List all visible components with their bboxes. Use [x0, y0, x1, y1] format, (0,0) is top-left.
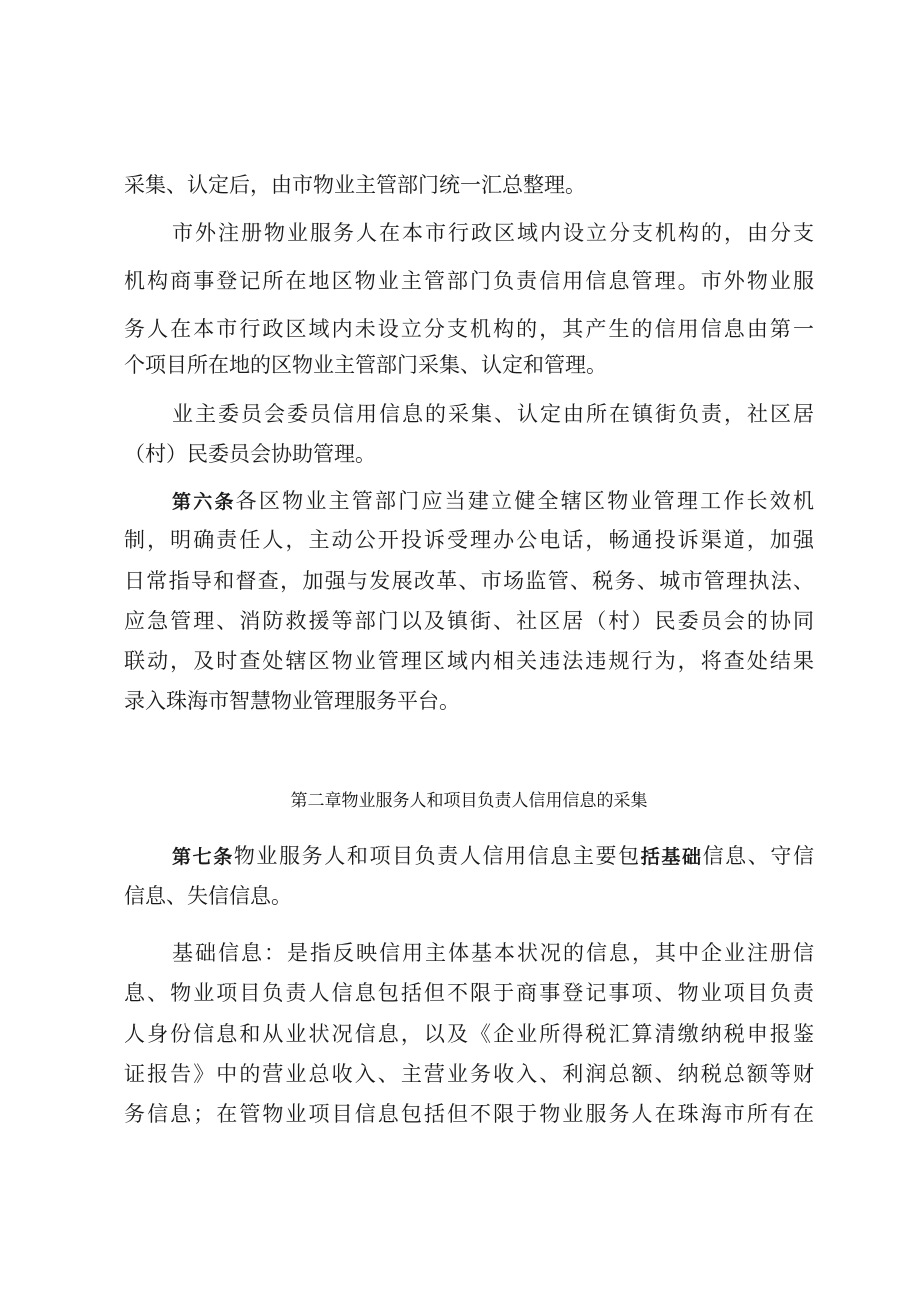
paragraph-line: 基础信息：是指反映信用主体基本状况的信息，其中企业注册信 [172, 941, 814, 965]
paragraph-line: 务信息；在管物业项目信息包括但不限于物业服务人在珠海市所有在 [124, 1102, 814, 1126]
paragraph-line: 市外注册物业服务人在本市行政区域内设立分支机构的，由分支 [172, 221, 814, 245]
paragraph-line: 采集、认定后，由市物业主管部门统一汇总整理。 [124, 173, 586, 197]
article-7-bold-inline: 括基础 [640, 846, 703, 868]
paragraph-line: 信息、失信信息。 [124, 884, 292, 908]
article-7-label: 第七条 [172, 846, 234, 868]
paragraph-line: 联动，及时查处辖区物业管理区域内相关违法违规行为，将查处结果 [124, 649, 814, 673]
paragraph-line: 务人在本市行政区域内未设立分支机构的，其产生的信用信息由第一 [124, 317, 814, 341]
article-6-first-line [172, 481, 814, 521]
article-6-label: 第六条 [172, 491, 236, 513]
article-7-text-tail: 信息、守信 [702, 844, 814, 868]
paragraph-line: （村）民委员会协助管理。 [124, 442, 376, 466]
paragraph-line: 息、物业项目负责人信息包括但不限于商事登记事项、物业项目负责 [124, 981, 814, 1005]
paragraph-line: 日常指导和督查，加强与发展改革、市场监管、税务、城市管理执法、 [124, 569, 814, 593]
paragraph-line: 制，明确责任人，主动公开投诉受理办公电话，畅通投诉渠道，加强 [124, 528, 814, 552]
article-7-first-line [172, 836, 814, 876]
paragraph-line: 录入珠海市智慧物业管理服务平台。 [124, 689, 460, 713]
paragraph-line: 应急管理、消防救援等部门以及镇街、社区居（村）民委员会的协同 [124, 609, 814, 633]
paragraph-line: 人身份信息和从业状况信息，以及《企业所得税汇算清缴纳税申报鉴 [124, 1022, 814, 1046]
article-7-text: 物业服务人和项目负责人信用信息主要包 [233, 844, 641, 868]
article-6-text: 各区物业主管部门应当建立健全辖区物业管理工作长效机 [235, 489, 814, 513]
paragraph-line: 机构商事登记所在地区物业主管部门负责信用信息管理。市外物业服 [124, 269, 814, 293]
paragraph-line: 个项目所在地的区物业主管部门采集、认定和管理。 [124, 353, 607, 377]
chapter-heading: 第二章物业服务人和项目负责人信用信息的采集 [290, 791, 648, 811]
paragraph-line: 业主委员会委员信用信息的采集、认定由所在镇街负责，社区居 [172, 402, 814, 426]
paragraph-line: 证报告》中的营业总收入、主营业务收入、利润总额、纳税总额等财 [124, 1062, 814, 1086]
